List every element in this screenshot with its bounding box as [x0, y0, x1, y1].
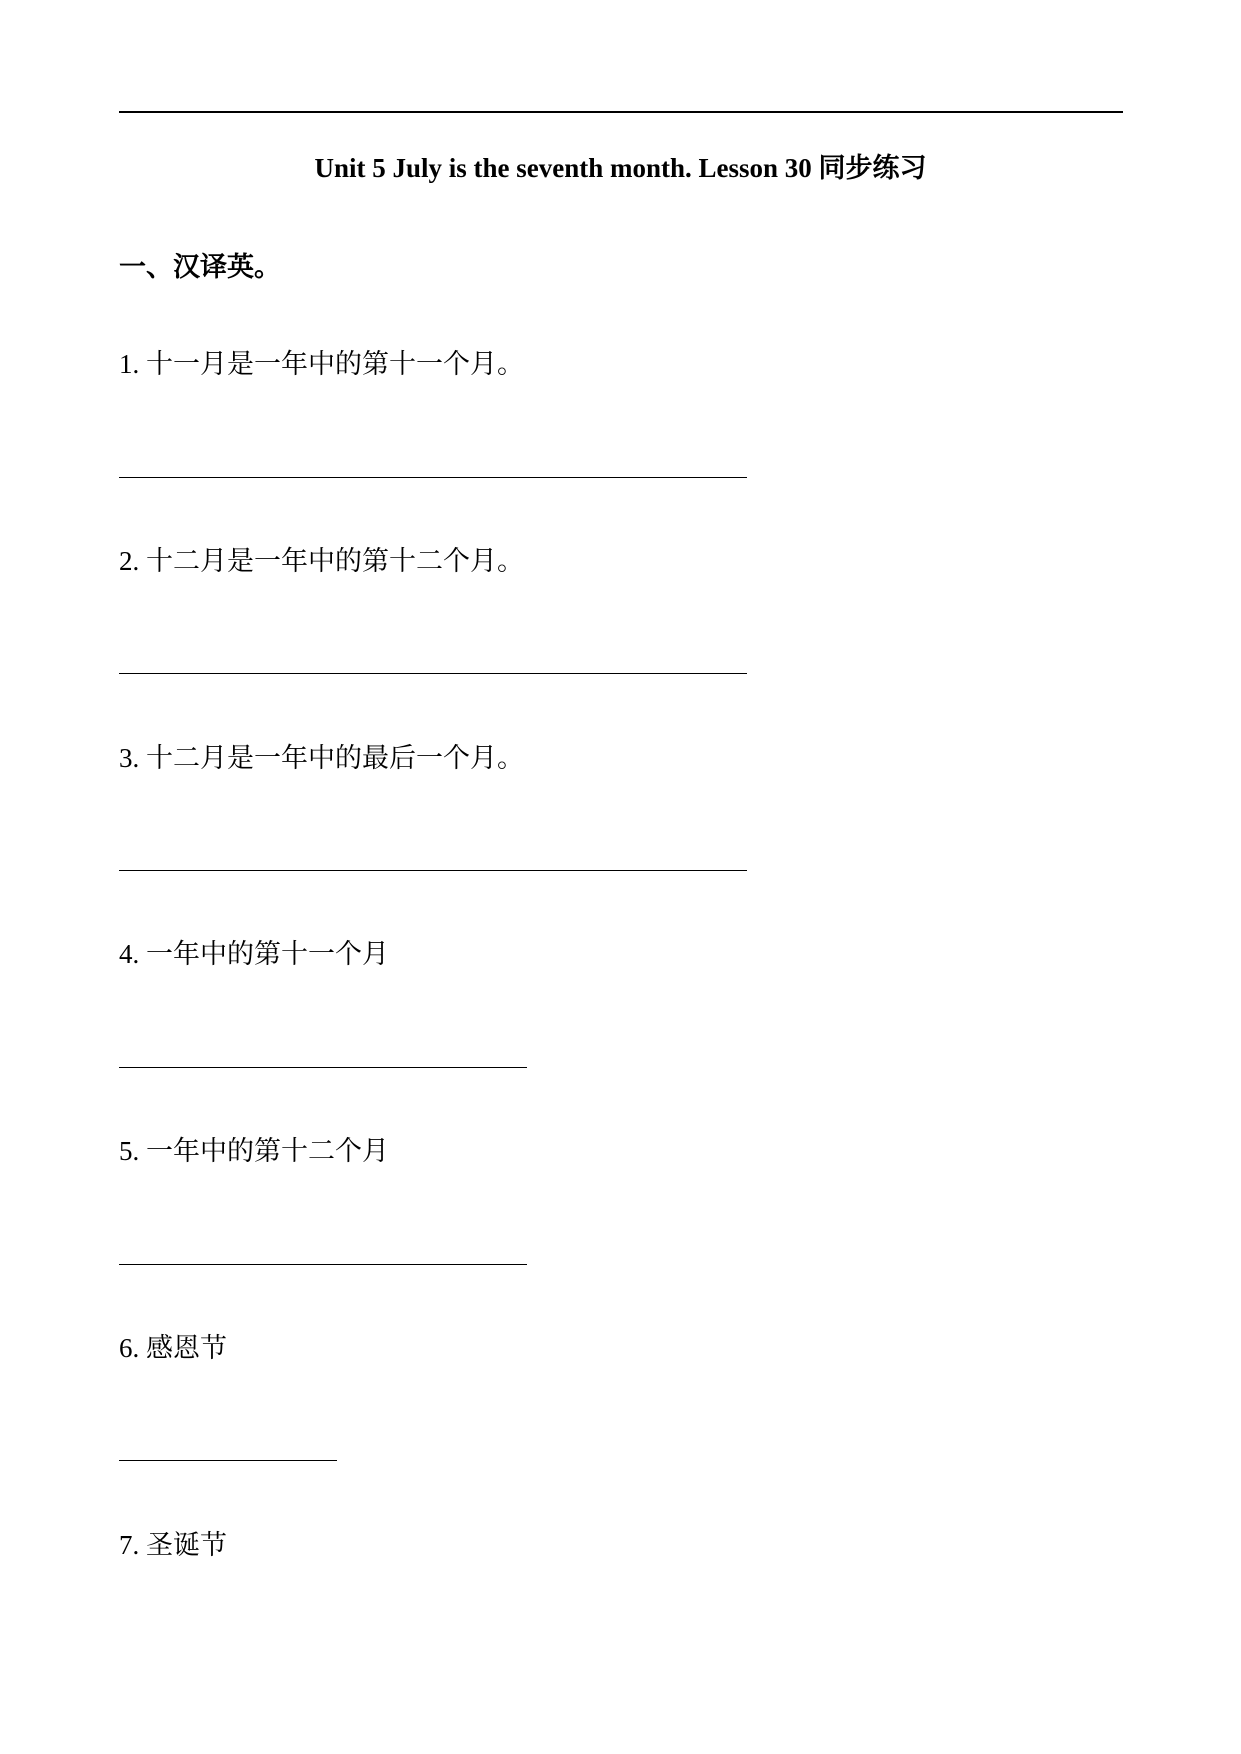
question-6: 6. 感恩节 [119, 1333, 227, 1363]
question-1: 1. 十一月是一年中的第十一个月。 [119, 349, 524, 379]
question-3: 3. 十二月是一年中的最后一个月。 [119, 743, 524, 773]
answer-line-6[interactable] [119, 1460, 337, 1461]
question-7: 7. 圣诞节 [119, 1530, 227, 1560]
question-4: 4. 一年中的第十一个月 [119, 939, 389, 969]
question-2: 2. 十二月是一年中的第十二个月。 [119, 546, 524, 576]
answer-line-3[interactable] [119, 870, 747, 871]
answer-line-1[interactable] [119, 477, 747, 478]
document-title: Unit 5 July is the seventh month. Lesson 30 同步练习 [314, 153, 927, 183]
header-rule [119, 111, 1123, 113]
answer-line-2[interactable] [119, 673, 747, 674]
answer-line-4[interactable] [119, 1067, 527, 1068]
section-heading: 一、汉译英。 [119, 252, 281, 283]
question-5: 5. 一年中的第十二个月 [119, 1136, 389, 1166]
answer-line-5[interactable] [119, 1264, 527, 1265]
